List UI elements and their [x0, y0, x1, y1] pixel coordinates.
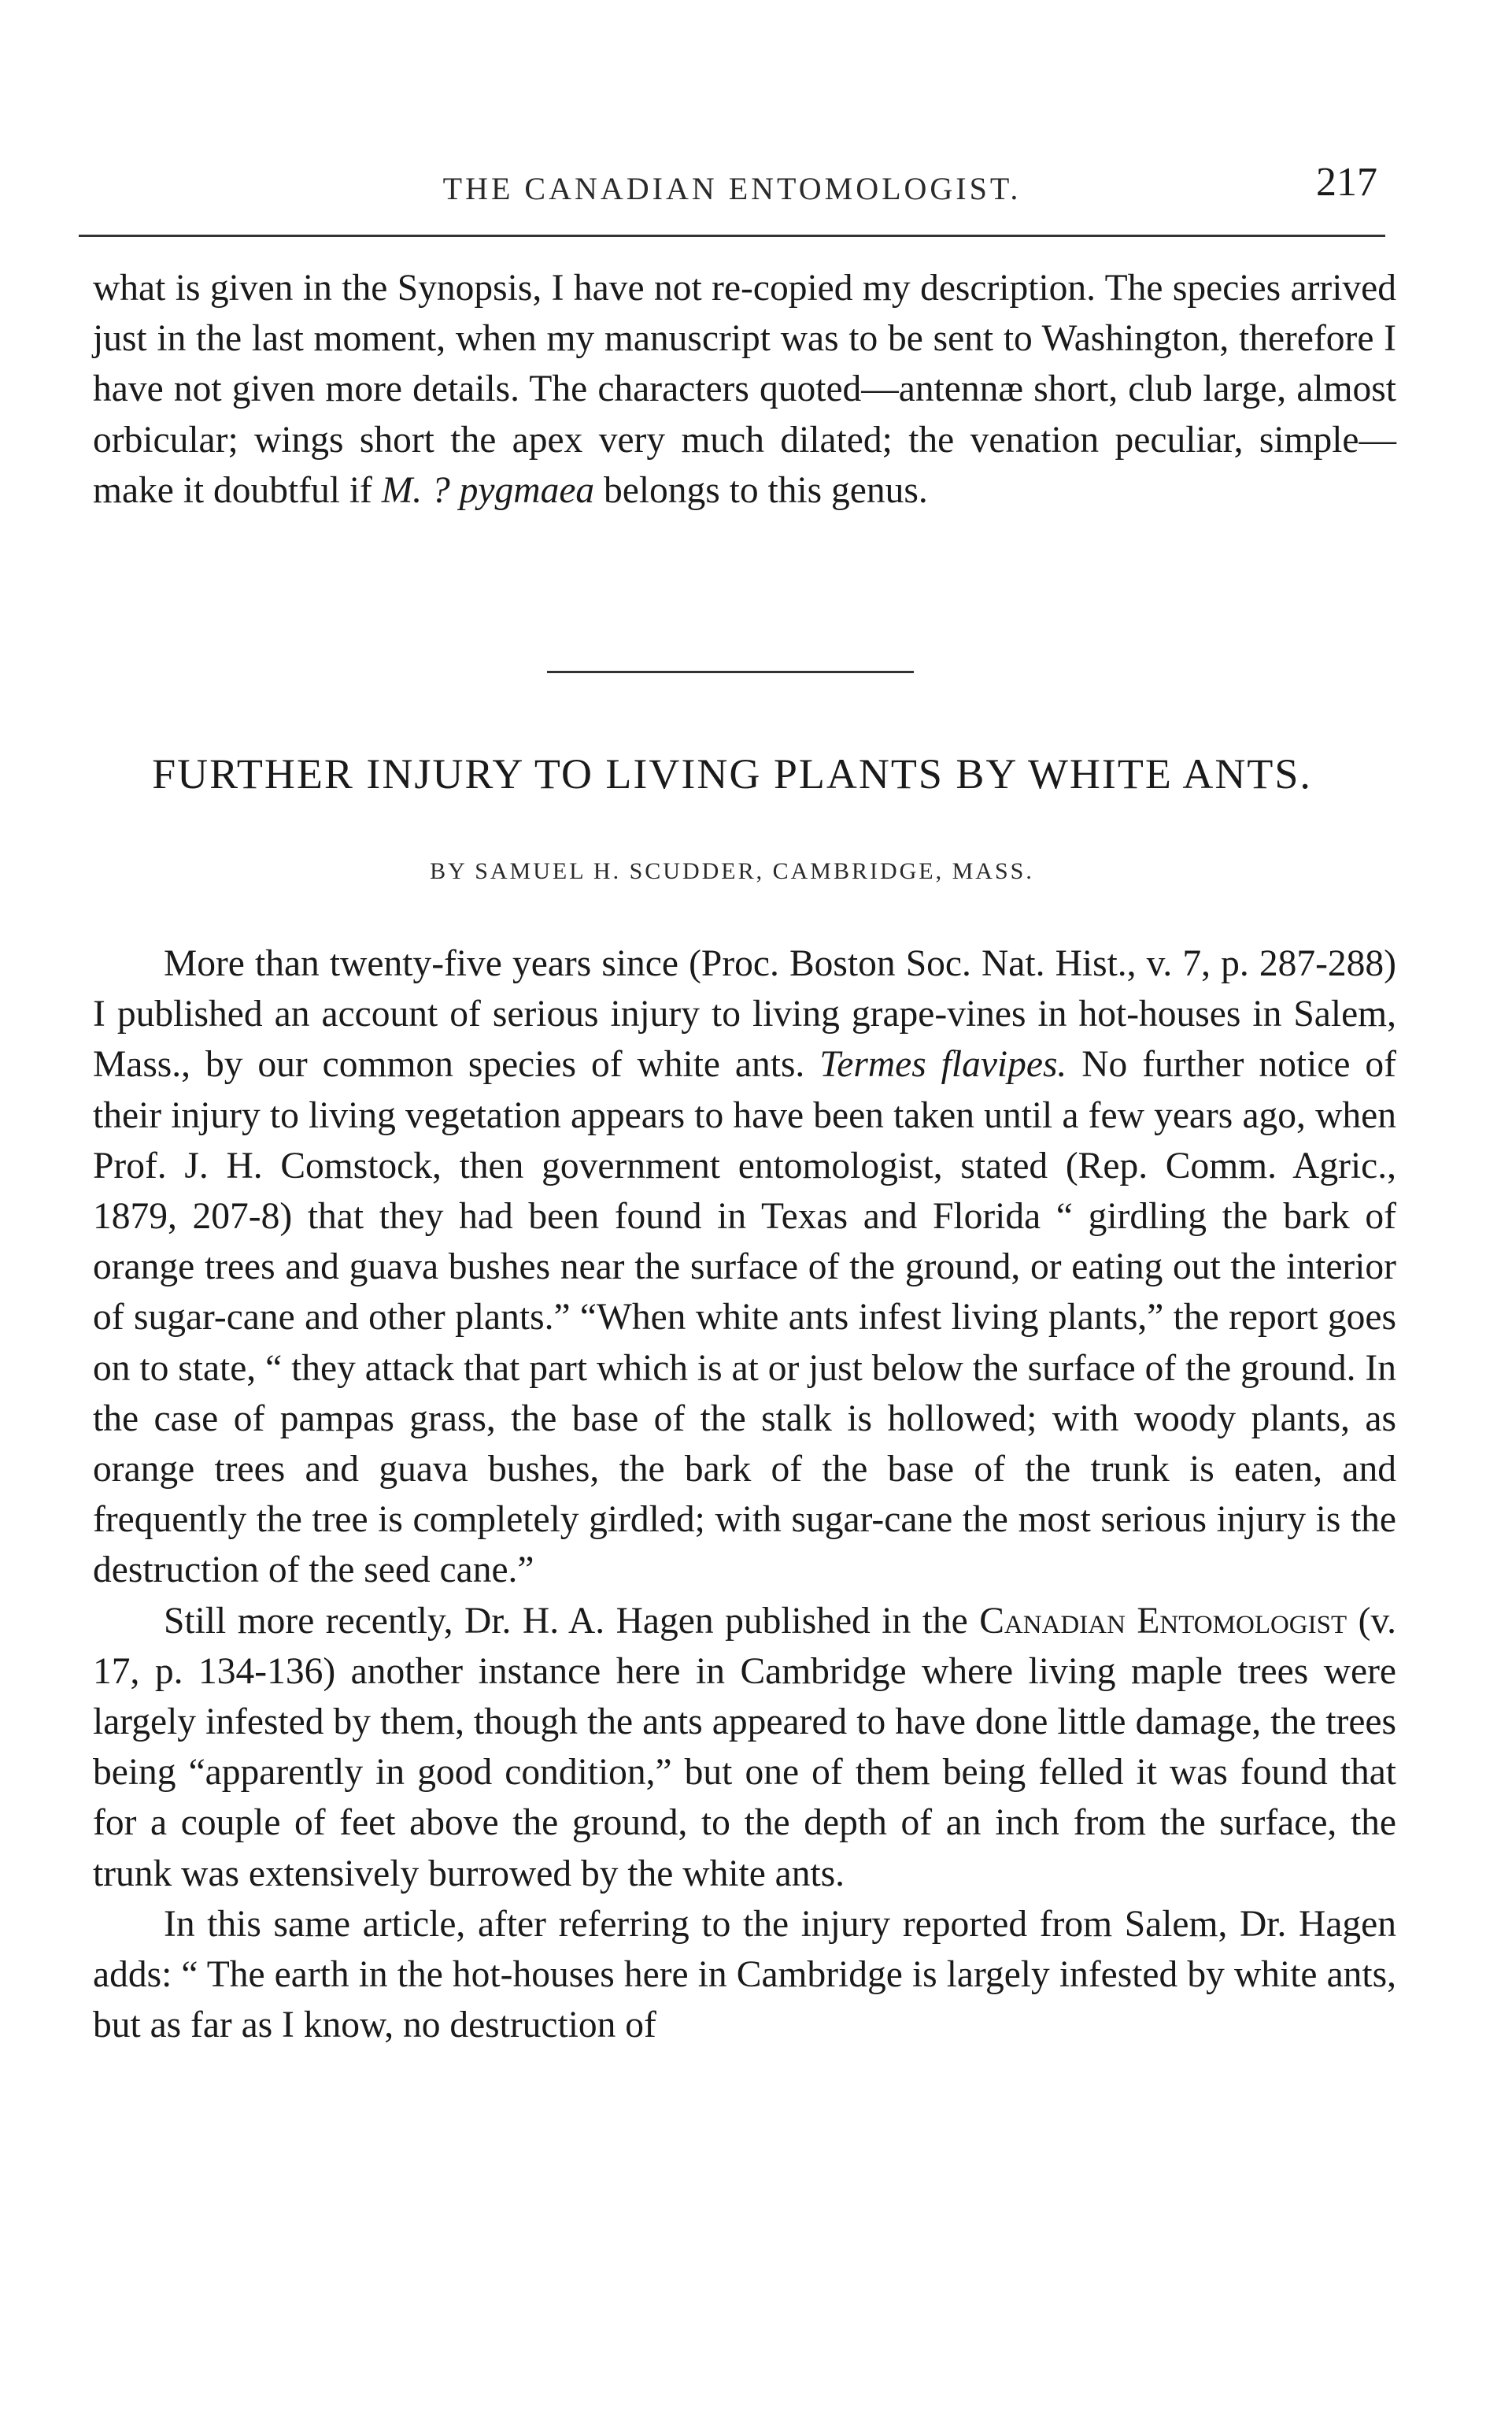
species-name: M. ? pygmaea	[381, 469, 595, 511]
running-head	[79, 157, 1385, 220]
journal-name: Canadian Entomologist	[979, 1600, 1347, 1642]
header-rule	[79, 235, 1385, 237]
paragraph-3: In this same article, after referring to the injury reported from Salem, Dr. Hagen adds: “ The earth in the hot-houses here in Cambridge is largely infested by white ants, but as far as I know, no destruction of	[93, 1903, 1396, 2046]
article-body	[93, 938, 1396, 2050]
article-byline: BY SAMUEL H. SCUDDER, CAMBRIDGE, MASS.	[430, 858, 1034, 884]
continuation-text-part-1: what is given in the Synopsis, I have not re-copied my description. The species arrived just in the last moment, when my manuscript was to be sent to Washington, therefore I have not given more details. The characters quoted—antennæ short, club large, almost orbicular; wings short the apex very much dilated; the venation peculiar, simple—make it doubtful if	[93, 268, 1396, 511]
continuation-paragraph	[93, 263, 1396, 516]
paragraph-1-part-1: More than twenty-five years since (Proc. Boston Soc. Nat. Hist., v. 7, p. 287-288) I published an account of serious injury to living grape-vines in hot-houses in Salem, Mass., by our common species of white ants.	[93, 943, 1396, 1086]
running-title: THE CANADIAN ENTOMOLOGIST.	[442, 171, 1022, 206]
species-name-termes: Termes flavipes.	[819, 1044, 1067, 1086]
paragraph-1-part-2: No further notice of their injury to living vegetation appears to have been taken until a few years ago, when Prof. J. H. Comstock, then government entomologist, stated (Rep. Comm. Agric., 1879, 207-8) that they had been found in Texas and Florida “ girdling the bark of orange trees and guava bushes near the surface of the ground, or eating out the interior of sugar-cane and other plants.” “When white ants infest living plants,” the report goes on to state, “ they attack that part which is at or just below the surface of the ground. In the case of pampas grass, the base of the stalk is hollowed; with woody plants, as orange trees and guava bushes, the bark of the base of the trunk is eaten, and frequently the tree is completely girdled; with sugar-cane the most serious injury is the destruction of the seed cane.”	[93, 1044, 1396, 1591]
continuation-text	[93, 263, 1396, 516]
continuation-text-part-2: belongs to this genus.	[594, 469, 928, 511]
paragraph-2-part-2: (v. 17, p. 134-136) another instance here in Cambridge where living maple trees were largely infested by them, though the ants appeared to have done little damage, the trees being “apparently in good condition,” but one of them being felled it was found that for a couple of feet above the ground, to the depth of an inch from the surface, the trunk was extensively burrowed by the white ants.	[93, 1600, 1396, 1894]
paragraph-1	[93, 938, 1396, 1596]
paragraph-2	[93, 1596, 1396, 1899]
paragraph-2-part-1: Still more recently, Dr. H. A. Hagen published in the	[164, 1600, 980, 1642]
article-title: FURTHER INJURY TO LIVING PLANTS BY WHITE ANTS.	[152, 750, 1312, 798]
section-separator-rule	[547, 671, 914, 673]
page-number: 217	[1316, 160, 1377, 205]
